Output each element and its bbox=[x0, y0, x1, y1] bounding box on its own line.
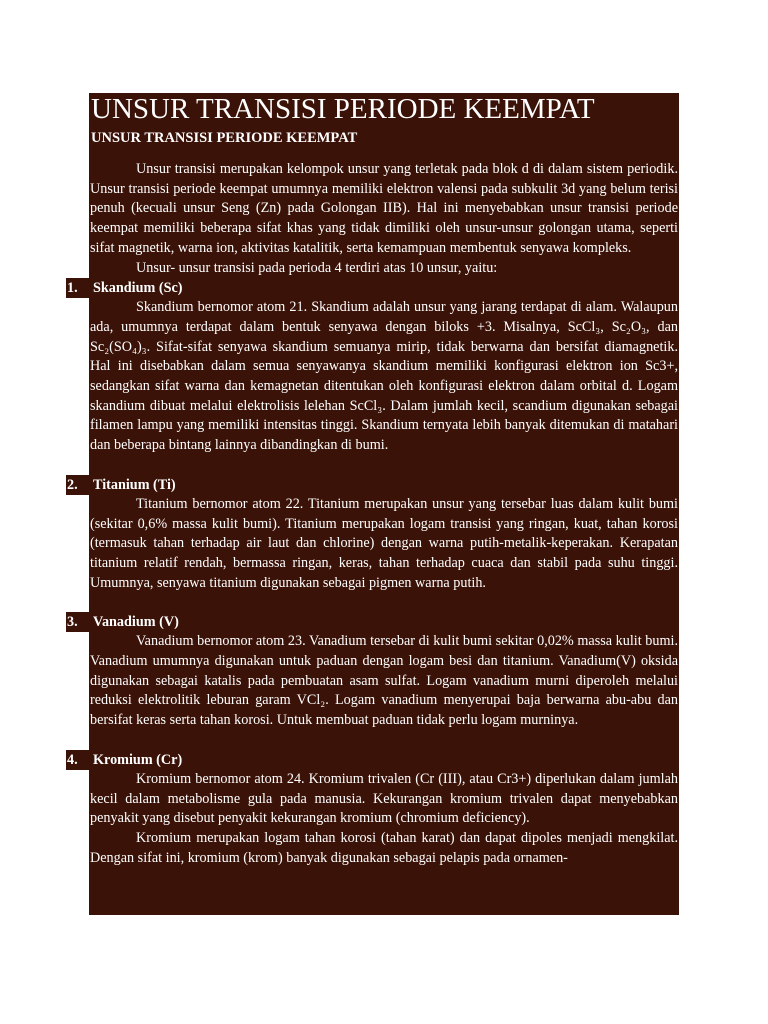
section-paragraph: Titanium bernomor atom 22. Titanium merupakan unsur yang tersebar luas dalam kulit bumi (sekitar 0,6% massa kulit bumi). Titanium merupakan logam transisi yang ringan, kuat, tahan korosi (termasuk tahan terhadap air laut dan chlorine) dengan warna putih-metalik-keperakan. Kerapatan titanium relatif rendah, bermassa ringan, keras, tahan terhadap cuaca dan stabil pada suhu tinggi. Umumnya, senyawa titanium digunakan sebagai pigmen warna putih. bbox=[90, 495, 678, 591]
section-number: 2. bbox=[66, 475, 91, 495]
section-title: Kromium (Cr) bbox=[93, 751, 183, 768]
section-number: 3. bbox=[66, 612, 91, 632]
spacer bbox=[89, 456, 679, 475]
section-number: 1. bbox=[66, 278, 91, 298]
spacer bbox=[89, 593, 679, 612]
section-paragraph: Skandium bernomor atom 21. Skandium adalah unsur yang jarang terdapat di alam. Walaupun ada, umumnya terdapat dalam bentuk senyawa dengan biloks +3. Misalnya, ScCl₃, Sc₂O₃, dan Sc₂(SO₄)₃. Sifat-sifat senyawa skandium semuanya mirip, tidak berwarna dan bersifat diamagnetik. Hal ini disebabkan dalam semua senyawanya skandium memiliki konfigurasi elektron ion Sc3+, sedangkan sifat warna dan kemagnetan ditentukan oleh konfigurasi elektron dalam orbital d. Logam skandium dibuat melalui elektrolisis lelehan ScCl₃. Dalam jumlah kecil, scandium digunakan sebagai filamen lampu yang memiliki intensitas tinggi. Skandium ternyata lebih banyak ditemukan di matahari dan beberapa bintang lainnya dibandingkan di bumi. bbox=[90, 299, 678, 454]
page-subtitle: UNSUR TRANSISI PERIODE KEEMPAT bbox=[91, 130, 358, 146]
section-paragraph: Vanadium bernomor atom 23. Vanadium tersebar di kulit bumi sekitar 0,02% massa kulit bumi. Vanadium umumnya digunakan untuk paduan dengan logam besi dan titanium. Vanadium(V) oksida digunakan sebagai katalis pada pembuatan asam sulfat. Logam vanadium murni diperoleh melalui reduksi elektrolitik leburan garam VCl₂. Logam vanadium menyerupai baja berwarna abu-abu dan bersifat keras serta tahan korosi. Untuk membuat paduan tidak perlu logam murninya. bbox=[90, 633, 678, 729]
section-paragraph: Kromium merupakan logam tahan korosi (tahan karat) dan dapat dipoles menjadi mengkilat. Dengan sifat ini, kromium (krom) banyak digunakan sebagai pelapis pada ornamen- bbox=[90, 829, 678, 866]
section-paragraph: Kromium bernomor atom 24. Kromium trivalen (Cr (III), atau Cr3+) diperlukan dalam jumlah kecil dalam metabolisme gula pada manusia. Kekurangan kromium trivalen dapat menyebabkan penyakit yang disebut penyakit kekurangan kromium (chromium deficiency). bbox=[90, 770, 678, 827]
section-title: Titanium (Ti) bbox=[93, 476, 176, 493]
section-heading bbox=[67, 475, 679, 495]
section-title: Skandium (Sc) bbox=[93, 280, 183, 297]
intro-list-paragraph: Unsur- unsur transisi pada perioda 4 terdiri atas 10 unsur, yaitu: bbox=[136, 259, 498, 276]
section-heading bbox=[67, 278, 679, 298]
section-number: 4. bbox=[66, 750, 91, 770]
page-title: UNSUR TRANSISI PERIODE KEEMPAT bbox=[91, 93, 595, 125]
intro-paragraph: Unsur transisi merupakan kelompok unsur yang terletak pada blok d di dalam sistem periodik. Unsur transisi periode keempat umumnya memiliki elektron valensi pada subkulit 3d yang belum terisi penuh (kecuali unsur Seng (Zn) pada Golongan IIB). Hal ini menyebabkan unsur transisi periode keempat memiliki beberapa sifat khas yang tidak dimiliki oleh unsur-unsur golongan utama, seperti sifat magnetik, warna ion, aktivitas katalitik, serta kemampuan membentuk senyawa kompleks. bbox=[90, 161, 678, 256]
section-heading bbox=[67, 612, 679, 632]
spacer bbox=[89, 731, 679, 750]
section-title: Vanadium (V) bbox=[93, 614, 179, 631]
document-content bbox=[67, 93, 679, 868]
section-heading bbox=[67, 750, 679, 770]
